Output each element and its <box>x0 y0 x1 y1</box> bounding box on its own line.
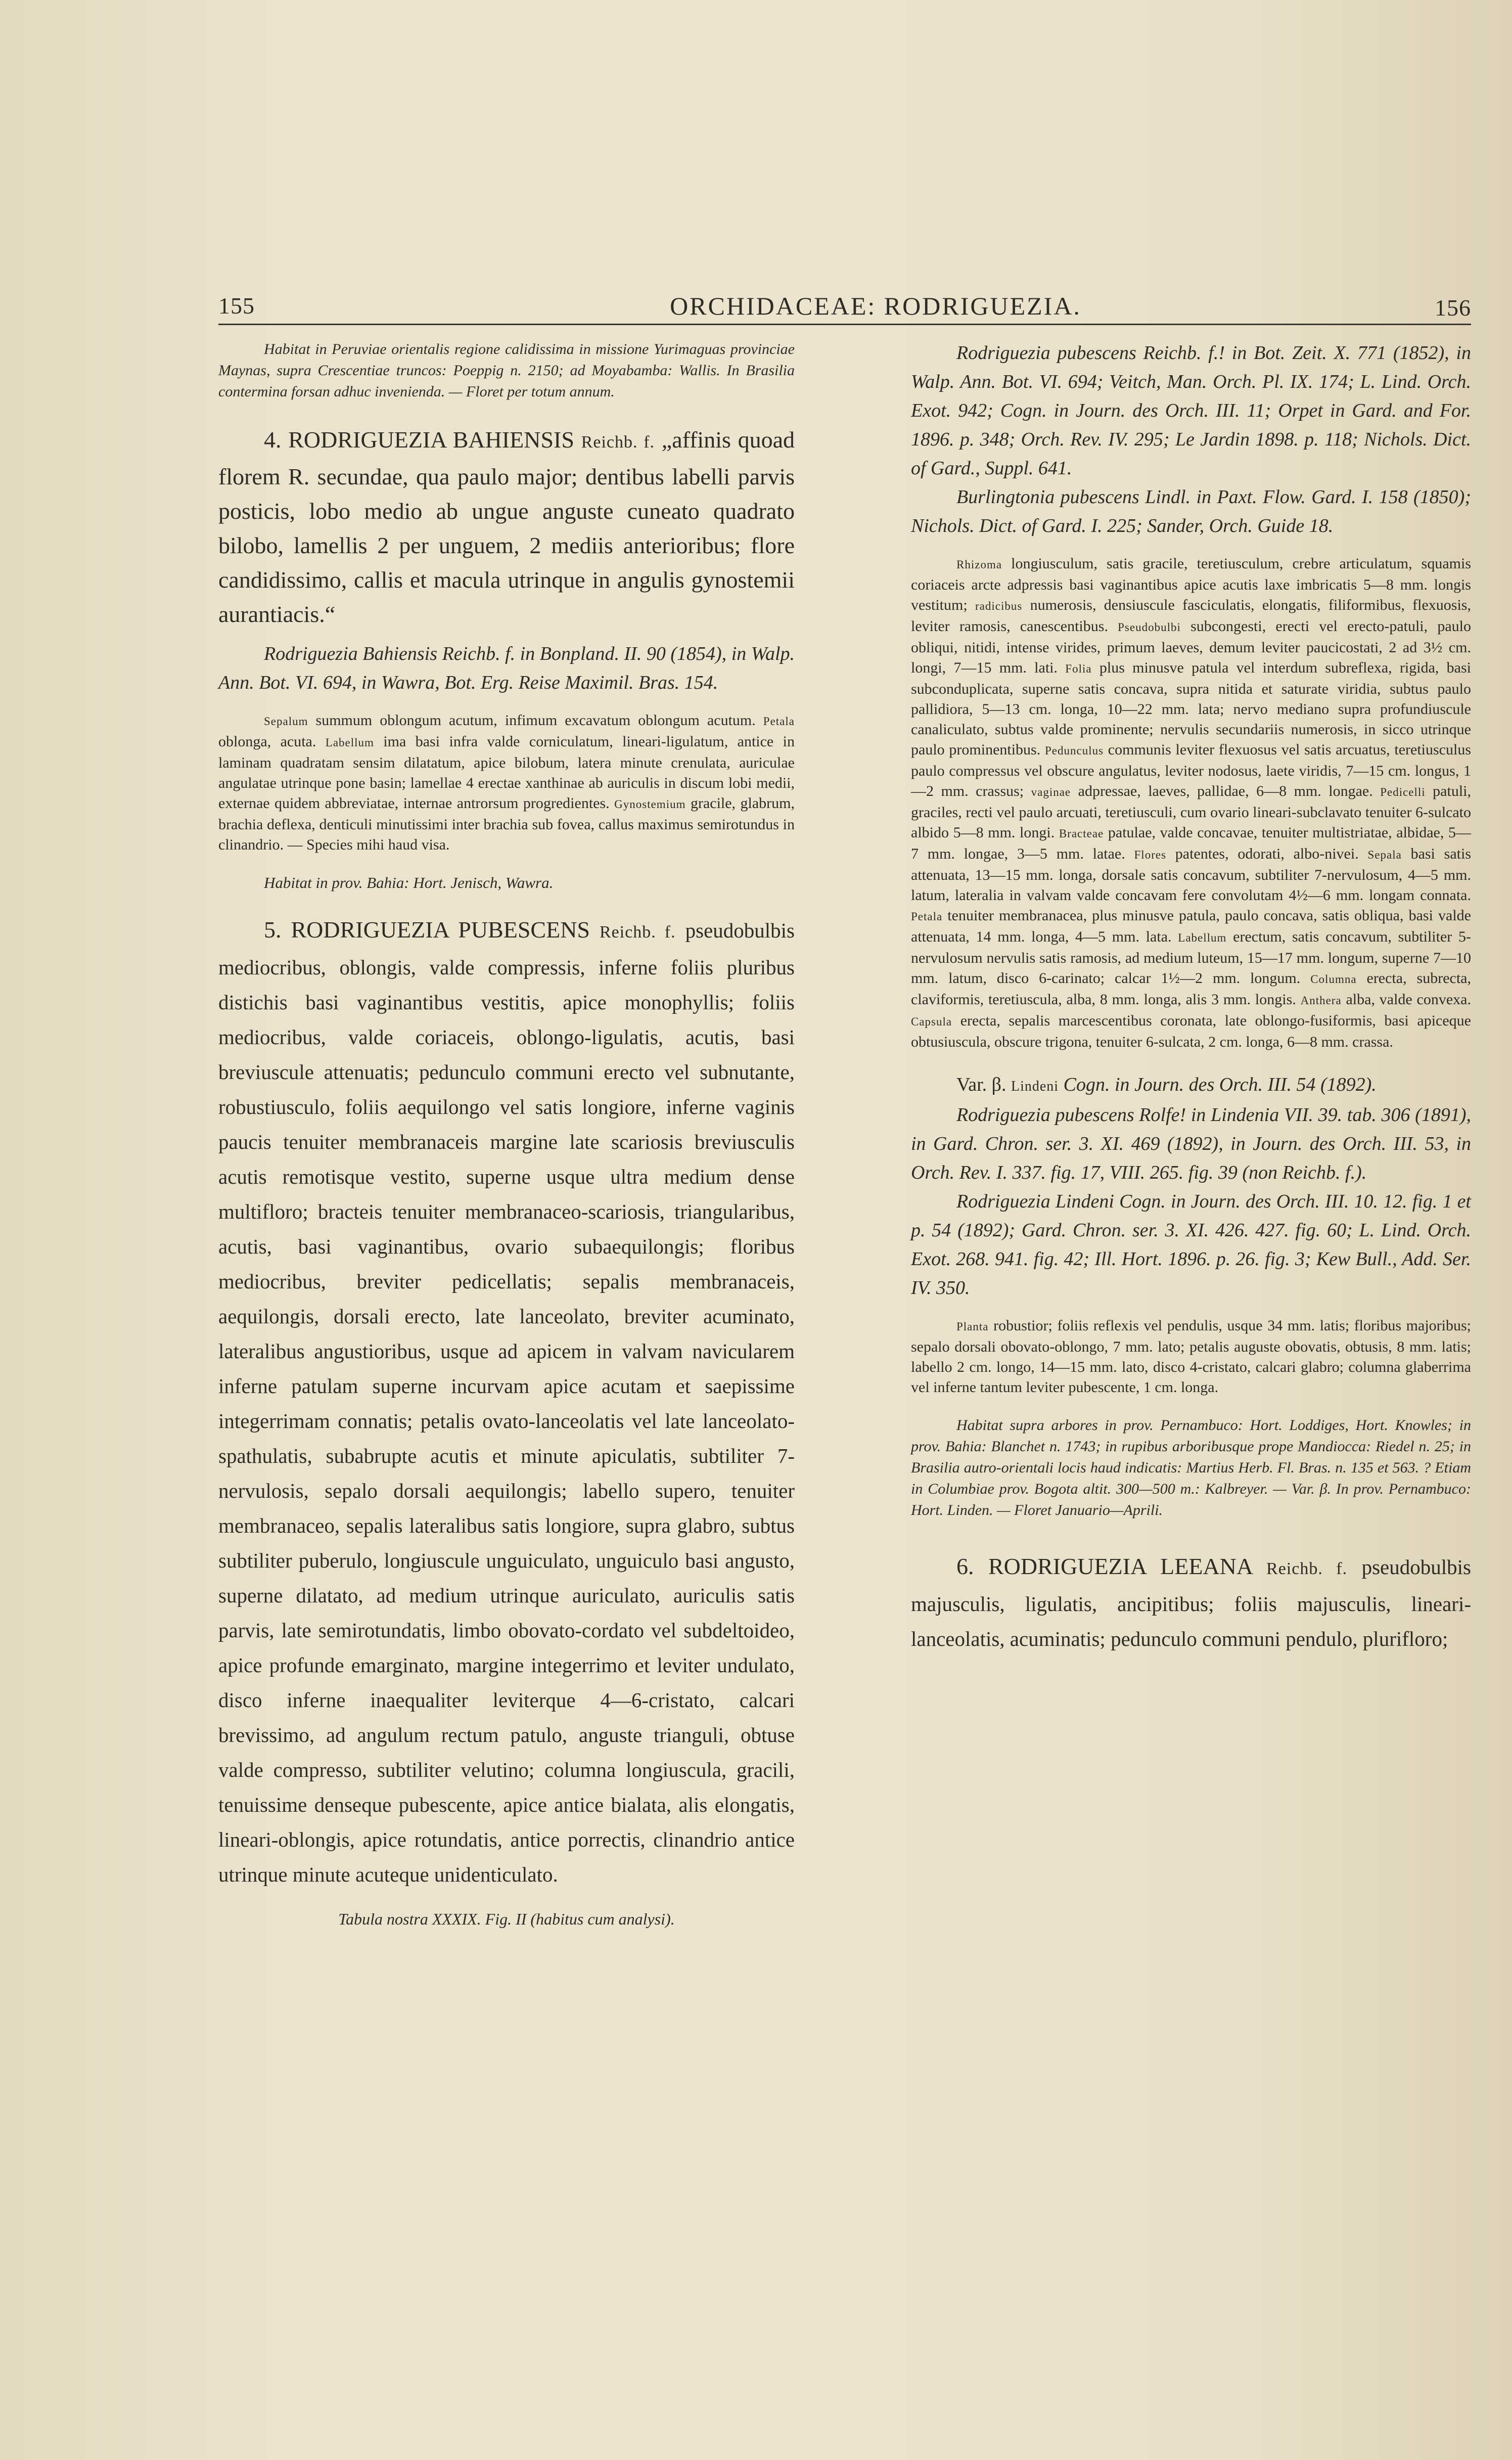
description-text: communis leviter flexuosus vel satis arcuatus, teretiusculus paulo compressus vel obscure angulatus, leviter nodosus, laete viridis, 7—15 cm. longus, 1—2 mm. crassus; <box>911 741 1471 799</box>
term-label: Gynostemium <box>614 798 686 811</box>
term-label: Anthera <box>1300 994 1342 1007</box>
left-column <box>218 338 795 1929</box>
description-text: erecta, sepalis marcescentibus coronata, late oblongo-fusiformis, basi apiceque obtusiuscula, obscure trigona, tenuiter 6-sulcata, 2 cm. longa, 6—8 mm. crassa. <box>911 1012 1471 1050</box>
species-number: 4. <box>264 427 282 453</box>
habitat-paragraph: Habitat in prov. Bahia: Hort. Jenisch, Wawra. <box>264 874 554 891</box>
variety-prefix: Var. β. <box>956 1074 1011 1095</box>
page-number-right: 156 <box>1435 295 1471 321</box>
term-label: Rhizoma <box>956 558 1002 571</box>
description-paragraph <box>911 1316 1471 1398</box>
term-label: vaginae <box>1031 786 1071 798</box>
term-label: Pseudobulbi <box>1118 621 1181 634</box>
species-4-entry <box>218 423 795 632</box>
description-text: oblonga, acuta. <box>218 733 326 750</box>
description-text: erectum, satis concavum, subtiliter 5-nervulosum nervulis satis ramosis, ad medium luteum, 15—17 mm. longum, superne 7—10 mm. latum, disco 6-carinato; calcar 1½—2 mm. longum. <box>911 928 1471 987</box>
description-text: numerosis, densiuscule fasciculatis, elongatis, filiformibus, flexuosis, leviter ramosis, canescentibus. <box>911 597 1471 635</box>
description-text: patentes, odorati, albo-nivei. <box>1166 845 1368 862</box>
species-name: RODRIGUEZIA BAHIENSIS <box>288 427 574 453</box>
citation-paragraph: Rodriguezia pubescens Reichb. f.! in Bot. Zeit. X. 771 (1852), in Walp. Ann. Bot. VI. 694; Veitch, Man. Orch. Pl. IX. 174; L. Lind. Orch. Exot. 942; Cogn. in Journ. des Orch. III. 11; Orpet in Gard. and For. 1896. p. 348; Orch. Rev. IV. 295; Le Jardin 1898. p. 118; Nichols. Dict. of Gard., Suppl. 641. <box>911 342 1471 479</box>
variety-citation: Cogn. in Journ. des Orch. III. 54 (1892). <box>1059 1074 1377 1095</box>
description-text: alba, valde convexa. <box>1341 991 1471 1008</box>
term-label: Flores <box>1134 848 1167 861</box>
description-text: tenuiter membranacea, plus minusve patula, paulo concava, satis obliqua, basi valde attenuata, 14 mm. longa, 4—5 mm. lata. <box>911 907 1471 945</box>
variety-heading <box>911 1070 1471 1101</box>
description-text: robustior; foliis reflexis vel pendulis, usque 34 mm. latis; floribus majoribus; sepalo dorsali obovato-oblongo, 7 mm. lato; petalis auguste obovatis, obtusis, 8 mm. latis; labello 2 cm. longo, 14—15 mm. lato, disco 4-cristato, calcari glabro; columna glaberrima vel inferne tantum leviter pubescente, 1 cm. longa. <box>911 1317 1471 1396</box>
description-text: basi satis attenuata, 13—15 mm. longa, dorsale satis concavum, subtiliter 7-nervulosum, 4—5 mm. latum, lateralia in valvam valde concavam fere convolutam 4½—6 mm. longam connata. <box>911 845 1471 904</box>
species-5-entry <box>218 913 795 1892</box>
page-number-left: 155 <box>218 293 255 319</box>
description-text: gracile, glabrum, brachia deflexa, denticuli minutissimi inter brachia sub fovea, callus maximus semirotundus in clinandrio. — Species mihi haud visa. <box>218 795 795 853</box>
term-label: Pedicelli <box>1380 786 1426 798</box>
species-diagnosis: „affinis quoad florem R. secundae, qua paulo major; dentibus labelli parvis posticis, lobo medio ab ungue anguste cuneato quadrato bilobo, lamellis 2 per unguem, 2 mediis anterioribus; flore candidissimo, callis et macula utrinque in angulis gynostemii aurantiacis.“ <box>218 427 795 627</box>
citation-paragraph: Rodriguezia Bahiensis Reichb. f. in Bonpland. II. 90 (1854), in Walp. Ann. Bot. VI. 694, in Wawra, Bot. Erg. Reise Maximil. Bras. 154. <box>218 643 795 693</box>
term-label: Labellum <box>325 736 374 749</box>
running-header <box>218 283 1471 329</box>
term-label: Petala <box>911 910 943 923</box>
citation-paragraph: Rodriguezia pubescens Rolfe! in Lindenia VII. 39. tab. 306 (1891), in Gard. Chron. ser. 3. XI. 469 (1892), in Journ. des Orch. III. 53, in Orch. Rev. I. 337. fig. 17, VIII. 265. fig. 39 (non Reichb. f.). <box>911 1104 1471 1183</box>
species-name: RODRIGUEZIA LEEANA <box>988 1553 1252 1579</box>
description-text: longiusculum, satis gracile, teretiusculum, crebre articulatum, squamis coriaceis arcte adpressis basi vaginantibus apice acutis laxe imbricatis 5—8 mm. longis vestitum; <box>911 555 1471 613</box>
term-label: Folia <box>1065 662 1092 675</box>
term-label: Sepalum <box>264 715 308 728</box>
description-text: subcongesti, erecti vel erecto-patuli, paulo obliqui, nitidi, intense virides, primum laeves, demum leviter paucicostati, 2 ad 3½ cm. longi, 7—15 mm. lati. <box>911 618 1471 676</box>
term-label: Capsula <box>911 1015 952 1028</box>
description-text: erecta, subrecta, claviformis, teretiuscula, alba, 8 mm. longa, alis 3 mm. longis. <box>911 970 1471 1008</box>
description-text: ima basi infra valde corniculatum, lineari-ligulatum, antice in laminam quadratam sensim dilatatum, apice bilobum, latera minute crenulata, auriculae angulatae utrinque pone basin; lamellae 4 erectae xanthinae ab auriculis in discum lobi medii, externae quidem abbreviatae, internae antrorsum progredientes. <box>218 733 795 812</box>
term-label: Columna <box>1310 973 1357 986</box>
species-number: 5. <box>264 917 282 943</box>
header-rule <box>218 324 1471 325</box>
right-column <box>911 338 1471 1656</box>
species-author: Reichb. f. <box>1266 1559 1348 1578</box>
term-label: Sepala <box>1367 848 1402 861</box>
description-text: summum oblongum acutum, infimum excavatum oblongum acutum. <box>308 712 763 729</box>
species-diagnosis: pseudobulbis majusculis, ligulatis, ancipitibus; foliis majusculis, lineari-lanceolatis, acuminatis; pedunculo communi pendulo, plurifloro; <box>911 1555 1471 1650</box>
species-diagnosis: pseudobulbis mediocribus, oblongis, valde compressis, inferne foliis pluribus distichis basi vaginantibus vestitis, apice monophyllis; foliis mediocribus, valde coriaceis, oblongo-ligulatis, acutis, basi breviuscule attenuatis; pedunculo communi erecto vel subnutante, robustiusculo, foliis aequilongo vel satis longiore, inferne vaginis paucis tenuiter membranaceis margine late scariosis breviusculis acutis remotisque vestito, superne usque ultra medium dense multifloro; bracteis tenuiter membranaceo-scariosis, triangularibus, acutis, basi vaginantibus, ovario subaequilongis; floribus mediocribus, breviter pedicellatis; sepalis membranaceis, aequilongis, dorsali erecto, late lanceolato, breviter acuminato, lateralibus angustioribus, usque ad apicem in valvam navicularem inferne patulam superne incurvam apice acutam et saepissime integerrimam connatis; petalis ovato-lanceolatis vel late lanceolato-spathulatis, subabrupte acutis et minute apiculatis, subtiliter 7-nervulosis, sepalo dorsali aequilongis; labello supero, tenuiter membranaceo, sepalis lateralibus satis longiore, supra glabro, subtus subtiliter puberulo, longiuscule unguiculato, unguiculo basi angusto, superne dilatato, ad medium utrinque auriculato, auriculis satis parvis, late semirotundatis, limbo obovato-cordato vel subdeltoideo, apice profunde emarginato, margine integerrimo et leviter undulato, disco inferne inaequaliter leviterque 4—6-cristato, calcari brevissimo, ad angulum rectum patulo, anguste trianguli, obtuse valde compresso, subtiliter velutino; columna longiuscula, gracili, tenuissime denseque pubescente, apice antice bialata, alis elongatis, lineari-oblongis, apice rotundatis, antice porrectis, clinandrio antice utrinque minute acuteque unidenticulato. <box>218 919 795 1886</box>
plate-reference: Tabula nostra XXXIX. Fig. II (habitus cum analysi). <box>338 1910 675 1928</box>
description-text: adpressae, laeves, pallidae, 6—8 mm. longae. <box>1071 783 1381 799</box>
term-label: Bracteae <box>1059 827 1104 840</box>
term-label: Petala <box>763 715 795 728</box>
species-number: 6. <box>956 1553 974 1579</box>
description-paragraph <box>218 710 795 855</box>
species-author: Reichb. f. <box>600 923 676 942</box>
description-text: patuli, graciles, recti vel paulo arcuati, teretiusculi, cum ovario lineari-subclavato tenuiter 6-sulcato albido 5—8 mm. longi. <box>911 783 1471 841</box>
habitat-paragraph: Habitat in Peruviae orientalis regione calidissima in missione Yurimaguas provinciae Maynas, supra Crescentiae truncos: Poeppig n. 2150; ad Moyabamba: Wallis. In Brasilia contermina forsan adhuc invenienda. — Floret per totum annum. <box>218 341 795 400</box>
variety-name: Lindeni <box>1011 1079 1059 1094</box>
description-paragraph <box>911 554 1471 1052</box>
description-text: plus minusve patula vel interdum subreflexa, rigida, basi subconduplicata, superne satis concava, supra nitida et saturate viridia, subtus paulo pallidiora, 5—13 cm. longa, 10—22 mm. lata; nervo mediano supra profundiuscule canaliculato, subtus valde prominente; nervulis secundariis numerosis, in sicco utrinque paulo prominentibus. <box>911 659 1471 758</box>
citation-paragraph: Rodriguezia Lindeni Cogn. in Journ. des Orch. III. 10. 12. fig. 1 et p. 54 (1892); Gard. Chron. ser. 3. XI. 426. 427. fig. 60; L. Lind. Orch. Exot. 268. 941. fig. 42; Ill. Hort. 1896. p. 26. fig. 3; Kew Bull., Add. Ser. IV. 350. <box>911 1191 1471 1299</box>
term-label: Planta <box>956 1320 989 1333</box>
running-title: ORCHIDACEAE: RODRIGUEZIA. <box>670 292 1081 320</box>
species-6-entry <box>911 1549 1471 1656</box>
term-label: Pedunculus <box>1044 744 1104 757</box>
species-name: RODRIGUEZIA PUBESCENS <box>291 917 590 943</box>
species-author: Reichb. f. <box>581 433 655 452</box>
term-label: Labellum <box>1178 931 1227 944</box>
description-text: patulae, valde concavae, tenuiter multistriatae, albidae, 5—7 mm. longae, 3—5 mm. latae. <box>911 824 1471 862</box>
term-label: radicibus <box>975 600 1023 612</box>
citation-paragraph: Burlingtonia pubescens Lindl. in Paxt. Flow. Gard. I. 158 (1850); Nichols. Dict. of Gard. I. 225; Sander, Orch. Guide 18. <box>911 486 1471 536</box>
habitat-paragraph: Habitat supra arbores in prov. Pernambuco: Hort. Loddiges, Hort. Knowles; in prov. Bahia: Blanchet n. 1743; in rupibus arboribusque prope Mandiocca: Riedel n. 25; in Brasilia autro-orientali locis haud indicatis: Martius Herb. Fl. Bras. n. 135 et 563. ? Etiam in Columbiae prov. Bogota altit. 300—500 m.: Kalbreyer. — Var. β. In prov. Pernambuco: Hort. Linden. — Floret Januario—Aprili. <box>911 1417 1471 1518</box>
